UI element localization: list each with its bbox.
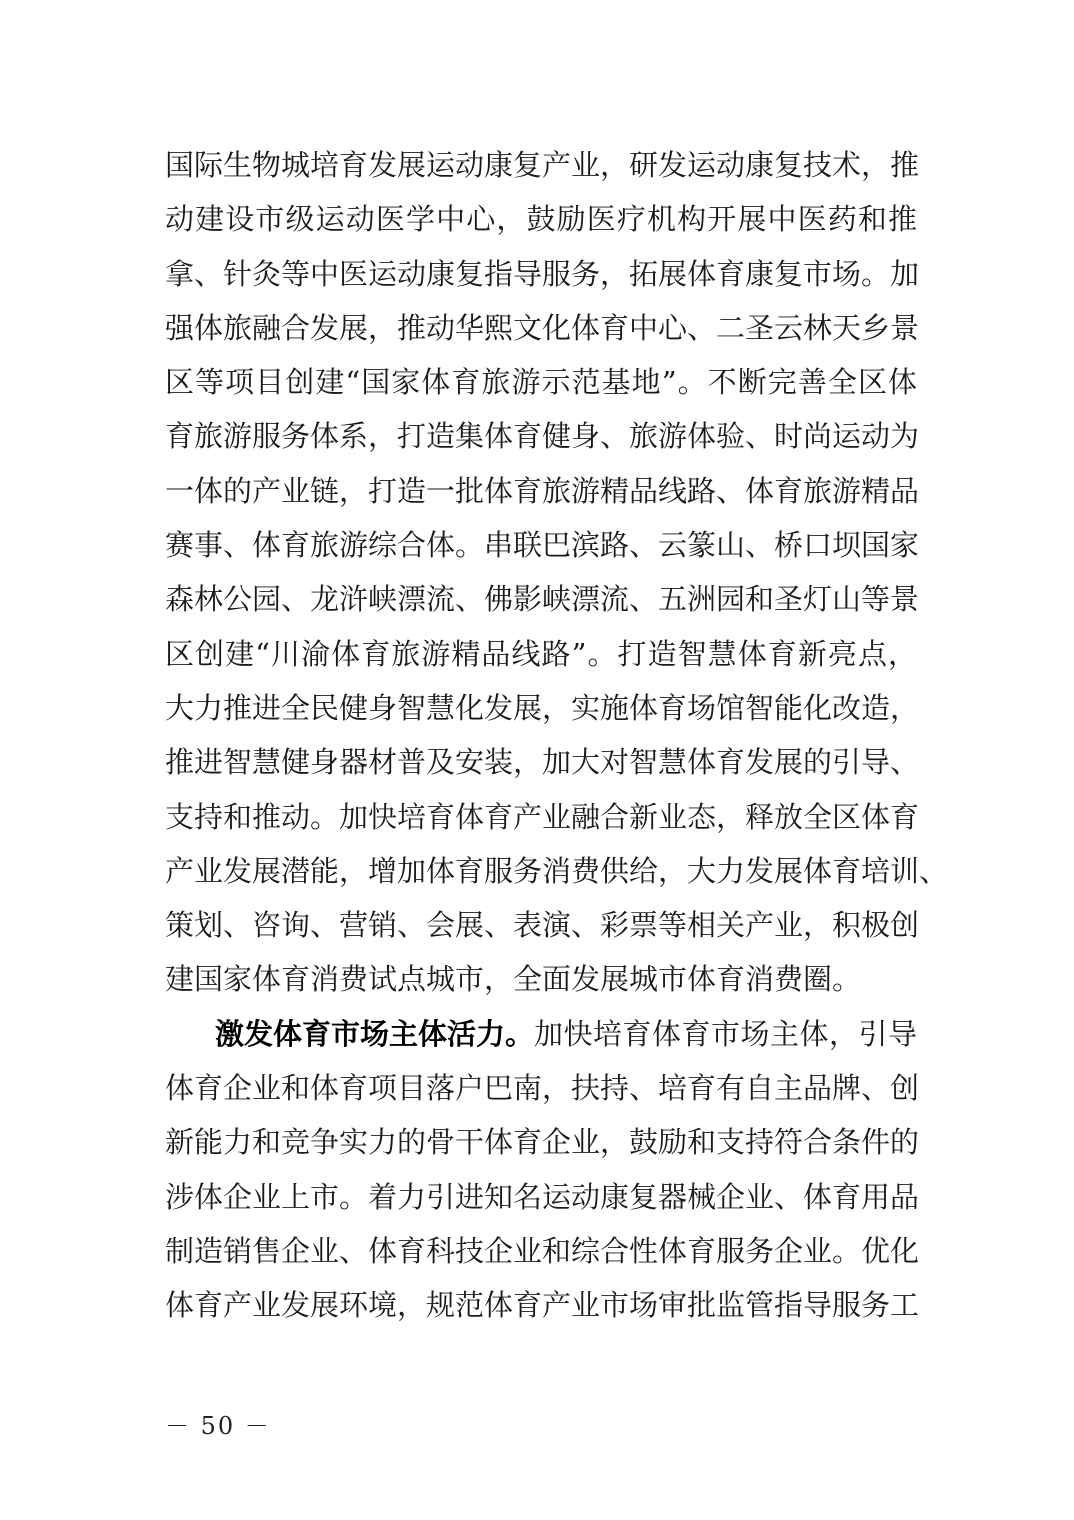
text-line: 国际生物城培育发展运动康复产业，研发运动康复技术，推 bbox=[165, 148, 920, 182]
text-line: 赛事、体育旅游综合体。串联巴滨路、云篆山、桥口坝国家 bbox=[165, 528, 920, 563]
text-line: 制造销售企业、体育科技企业和综合性体育服务企业。优化 bbox=[165, 1233, 920, 1268]
text-line: 推进智慧健身器材普及安装，加大对智慧体育发展的引导、 bbox=[165, 745, 920, 780]
text-line: 动建设市级运动医学中心，鼓励医疗机构开展中医药和推 bbox=[165, 202, 917, 237]
section-heading: 激发体育市场主体活力。 bbox=[215, 1016, 535, 1051]
text-line: 强体旅融合发展，推动华熙文化体育中心、二圣云林天乡景 bbox=[165, 310, 920, 345]
text-line: 涉体企业上市。着力引进知名运动康复器械企业、体育用品 bbox=[165, 1179, 920, 1214]
text-line: 大力推进全民健身智慧化发展，实施体育场馆智能化改造， bbox=[165, 690, 920, 725]
text-line: 加快培育体育市场主体，引导 bbox=[534, 1016, 917, 1051]
page-number: － 50 － bbox=[165, 1412, 271, 1440]
text-line: 新能力和竞争实力的骨干体育企业，鼓励和支持符合条件的 bbox=[165, 1125, 920, 1160]
text-line: 区创建“川渝体育旅游精品线路”。打造智慧体育新亮点， bbox=[165, 636, 917, 671]
text-line: 支持和推动。加快培育体育产业融合新业态，释放全区体育 bbox=[165, 799, 920, 834]
paragraph-2-first-line bbox=[165, 1007, 917, 1061]
text-line: 育旅游服务体系，打造集体育健身、旅游体验、时尚运动为 bbox=[165, 419, 920, 454]
text-line: 区等项目创建“国家体育旅游示范基地”。不断完善全区体 bbox=[165, 365, 917, 400]
text-line: 拿、针灸等中医运动康复指导服务，拓展体育康复市场。加 bbox=[165, 256, 920, 291]
text-line: 策划、咨询、营销、会展、表演、彩票等相关产业，积极创 bbox=[165, 908, 920, 943]
text-line: 体育企业和体育项目落户巴南，扶持、培育有自主品牌、创 bbox=[165, 1071, 920, 1106]
text-line: 一体的产业链，打造一批体育旅游精品线路、体育旅游精品 bbox=[165, 473, 920, 508]
paragraph-1 bbox=[165, 138, 949, 1007]
text-line: 体育产业发展环境，规范体育产业市场审批监管指导服务工 bbox=[165, 1288, 920, 1323]
text-line: 建国家体育消费试点城市，全面发展城市体育消费圈。 bbox=[165, 962, 862, 997]
body-text bbox=[165, 138, 949, 1333]
text-line: 产业发展潜能，增加体育服务消费供给，大力发展体育培训、 bbox=[165, 853, 949, 888]
paragraph-2 bbox=[165, 1007, 920, 1333]
text-line: 森林公园、龙浒峡漂流、佛影峡漂流、五洲园和圣灯山等景 bbox=[165, 582, 920, 617]
